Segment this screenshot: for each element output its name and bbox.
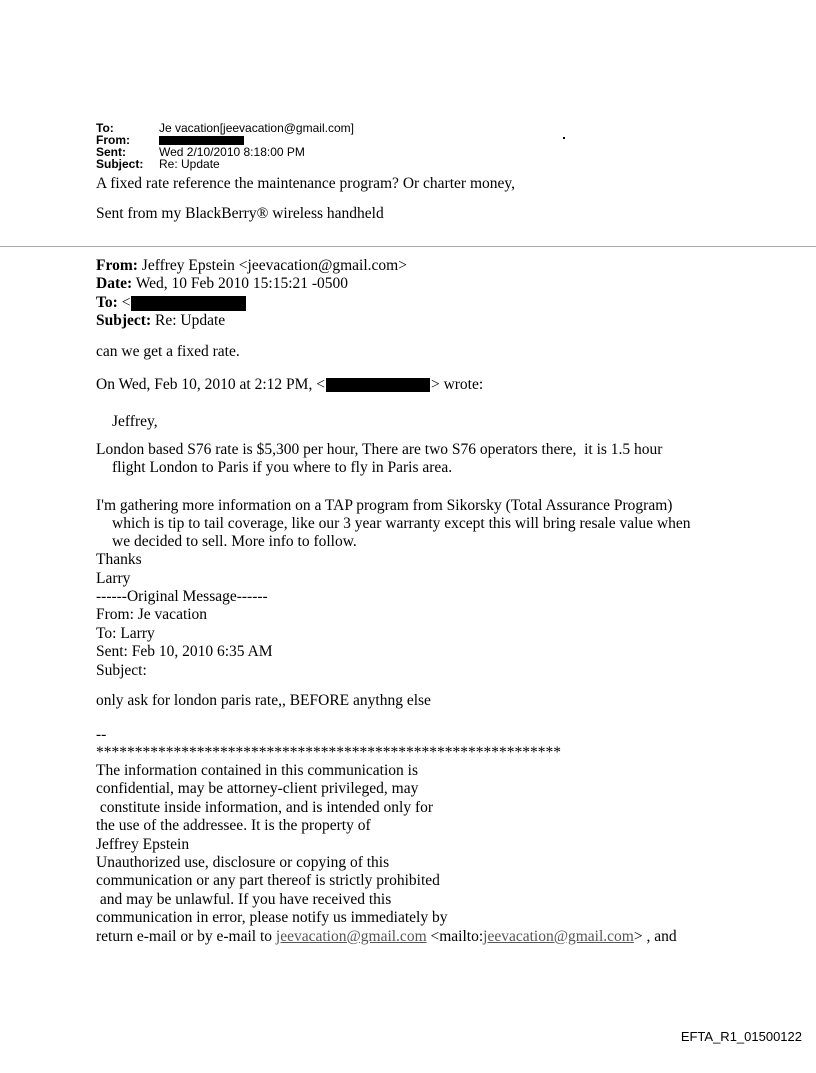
outer-to-row (96, 122, 354, 134)
redaction (131, 296, 246, 311)
label: From: (96, 257, 138, 274)
redaction (326, 378, 430, 392)
text-line: Subject: (96, 662, 147, 679)
outer-subject-row (96, 158, 220, 170)
text-line: From: Je vacation (96, 606, 208, 623)
text-line: ************************************************************ (96, 744, 561, 761)
quoted-from-row (96, 257, 407, 275)
text: return e-mail or by e-mail to (96, 927, 276, 945)
text-line: To: Larry (96, 625, 155, 642)
disclaimer-line: The information contained in this communication is (96, 762, 418, 779)
disclaimer-line: confidential, may be attorney-client privileged, may (96, 780, 419, 798)
text: <mailto: (426, 927, 484, 945)
email-link[interactable]: jeevacation@gmail.com (275, 927, 427, 945)
disclaimer-line: communication or any part thereof is strictly prohibited (96, 872, 440, 890)
text-line: I'm gathering more information on a TAP program from Sikorsky (Total Assurance Program) (96, 497, 673, 514)
label: Date: (96, 275, 133, 292)
speck (563, 137, 565, 139)
label: Subject: (96, 312, 152, 329)
text: > , and (633, 927, 677, 945)
disclaimer-line: the use of the addressee. It is the property of (96, 817, 371, 835)
text-line: only ask for london paris rate,, BEFORE anythng else (96, 692, 431, 709)
text-line: ------Original Message------ (96, 588, 268, 605)
redaction (159, 136, 244, 145)
label: Sent: (96, 145, 126, 159)
text-line: we decided to sell. More info to follow. (112, 533, 357, 550)
text-line: Sent: Feb 10, 2010 6:35 AM (96, 643, 273, 660)
disclaimer-line: and may be unlawful. If you have received this (96, 890, 392, 908)
quoted-date-row (96, 275, 348, 293)
text-line: flight London to Paris if you where to fly in Paris area. (112, 459, 453, 476)
text-line: which is tip to tail coverage, like our 3 year warranty except this will bring resale value when (112, 515, 691, 532)
document-id: EFTA_R1_01500122 (680, 1029, 802, 1044)
label: To: (96, 121, 114, 135)
quoted-body: can we get a fixed rate. (96, 343, 240, 360)
text-line: Thanks (96, 551, 142, 568)
label: Subject: (96, 157, 144, 171)
disclaimer-line: Unauthorized use, disclosure or copying of this (96, 854, 390, 872)
label: To: (96, 294, 118, 311)
attribution-text: On Wed, Feb 10, 2010 at 2:12 PM, < (96, 376, 325, 393)
to-value: Je vacation[jeevacation@gmail.com] (159, 121, 354, 135)
text-line: -- (96, 726, 107, 743)
attribution-text: > wrote: (430, 376, 484, 393)
text-line: Jeffrey, (112, 413, 158, 430)
sent-value: Wed 2/10/2010 8:18:00 PM (159, 145, 305, 159)
disclaimer-line: communication in error, please notify us immediately by (96, 909, 448, 927)
reply-body: A fixed rate reference the maintenance program? Or charter money, (96, 175, 515, 192)
to-prefix: < (121, 294, 131, 311)
signature: Sent from my BlackBerry® wireless handheld (96, 205, 384, 222)
subject-value: Re: Update (159, 157, 220, 171)
disclaimer-last-line (96, 928, 677, 946)
disclaimer-line: constitute inside information, and is intended only for (96, 798, 434, 816)
mailto-link[interactable]: jeevacation@gmail.com (483, 927, 634, 945)
from-value: Jeffrey Epstein <jeevacation@gmail.com> (141, 257, 407, 274)
attribution-line (96, 376, 483, 394)
divider (0, 246, 816, 247)
date-value: Wed, 10 Feb 2010 15:15:21 -0500 (135, 275, 349, 292)
disclaimer-line: Jeffrey Epstein (96, 835, 190, 853)
quoted-to-row (96, 294, 246, 312)
subject-value: Re: Update (154, 312, 226, 329)
text-line: London based S76 rate is $5,300 per hour, There are two S76 operators there, it is 1.5 hour (96, 441, 663, 458)
disclaimer (96, 762, 677, 946)
quoted-subject-row (96, 312, 225, 330)
label: From: (96, 133, 130, 147)
text-line: Larry (96, 570, 131, 587)
